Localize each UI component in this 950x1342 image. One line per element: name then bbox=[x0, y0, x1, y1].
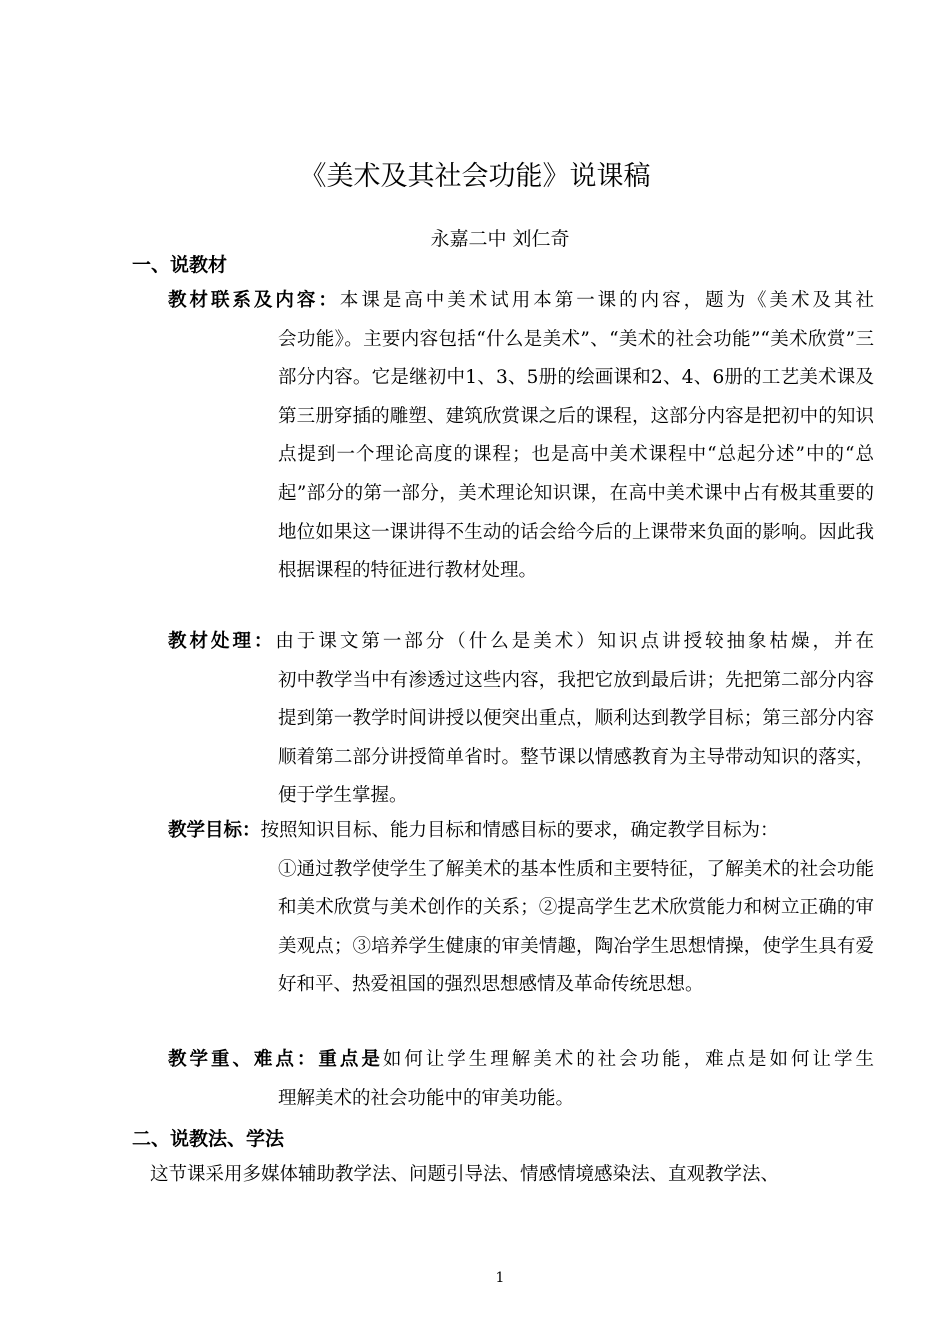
item-first-line: 本课是高中美术试用本第一课的内容，题为《美术及其社 bbox=[339, 290, 874, 311]
author-line: 永嘉二中 刘仁奇 bbox=[430, 228, 570, 250]
item-teaching-goals bbox=[168, 812, 874, 1005]
section-heading-teaching-material: 一、说教材 bbox=[132, 254, 228, 276]
page-number: 1 bbox=[495, 1270, 505, 1286]
item-body: 初中教学当中有渗透过这些内容，我把它放到最后讲；先把第二部分内容提到第一教学时间讲授以便突出重点，顺利达到教学目标；第三部分内容顺着第二部分讲授简单省时。整节课以情感教育为主导带动知识的落实，便于学生掌握。 bbox=[278, 669, 874, 807]
item-body: 理解美术的社会功能中的审美功能。 bbox=[278, 1087, 575, 1109]
item-label-key: 重点是 bbox=[318, 1049, 383, 1070]
item-material-content bbox=[168, 282, 874, 591]
item-material-processing bbox=[168, 623, 874, 816]
item-key-points bbox=[168, 1041, 874, 1118]
item-label: 教学目标： bbox=[168, 820, 261, 841]
item-body: 会功能》。主要内容包括“什么是美术”、“美术的社会功能”“美术欣赏”三部分内容。它是继初中1、3、5册的绘画课和2、4、6册的工艺美术课及第三册穿插的雕塑、建筑欣赏课之后的课程，这部分内容是把初中的知识点提到一个理论高度的课程；也是高中美术课程中“总起分述”中的“总起”部分的第一部分，美术理论知识课，在高中美术课中占有极其重要的地位如果这一课讲得不生动的话会给今后的上课带来负面的影响。因此我根据课程的特征进行教材处理。 bbox=[278, 328, 874, 582]
item-first-line: 由于课文第一部分（什么是美术）知识点讲授较抽象枯燥，并在 bbox=[275, 631, 874, 652]
item-label: 教材联系及内容： bbox=[168, 290, 340, 311]
item-first-line: 如何让学生理解美术的社会功能，难点是如何让学生 bbox=[382, 1049, 874, 1070]
document-title: 《美术及其社会功能》说课稿 bbox=[299, 161, 651, 192]
section-heading-methods: 二、说教法、学法 bbox=[132, 1128, 285, 1150]
methods-paragraph: 这节课采用多媒体辅助教学法、问题引导法、情感情境感染法、直观教学法、 bbox=[150, 1164, 780, 1185]
item-label: 教学重、难点： bbox=[168, 1049, 319, 1070]
item-label: 教材处理： bbox=[168, 631, 276, 652]
item-first-line: 按照知识目标、能力目标和情感目标的要求，确定教学目标为： bbox=[260, 820, 779, 841]
item-body: ①通过教学使学生了解美术的基本性质和主要特征，了解美术的社会功能和美术欣赏与美术创作的关系；②提高学生艺术欣赏能力和树立正确的审美观点；③培养学生健康的审美情趣，陶冶学生思想情操，使学生具有爱好和平、热爱祖国的强烈思想感情及革命传统思想。 bbox=[278, 858, 874, 996]
